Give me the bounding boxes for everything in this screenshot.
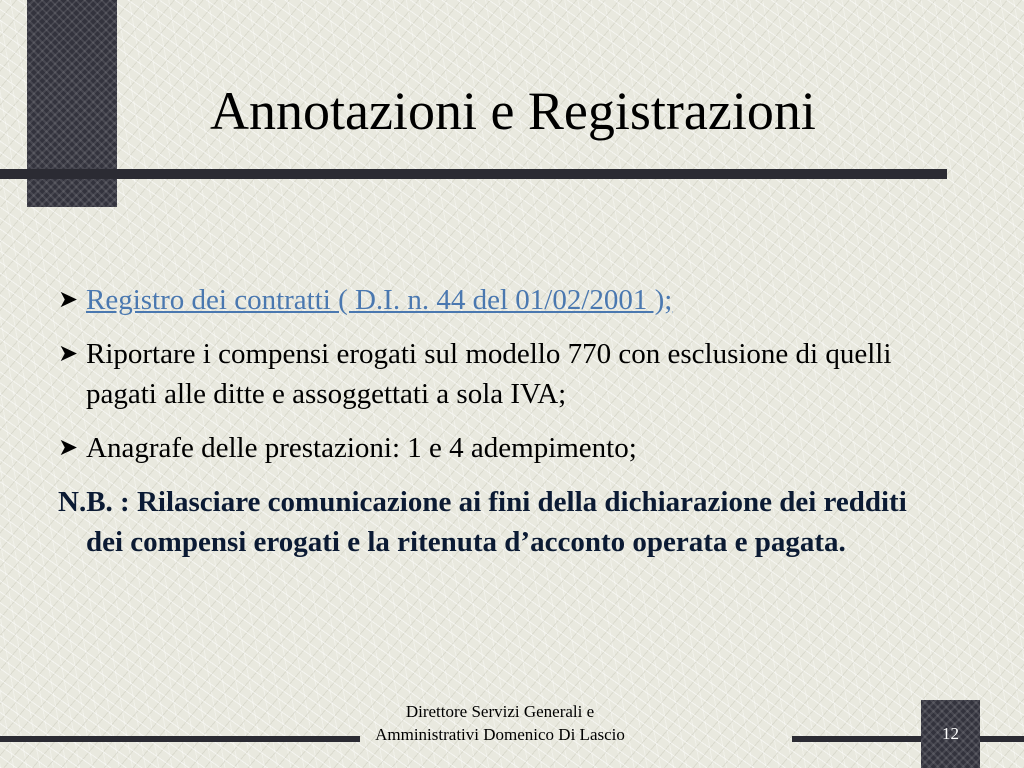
registro-contratti-link[interactable]: Registro dei contratti ( D.I. n. 44 del 01/02/2001 ); (86, 284, 673, 316)
page-number: 12 (942, 724, 959, 743)
footer-divider-right (792, 736, 1024, 742)
bullet-item-compensi (58, 334, 938, 414)
arrow-bullet-icon: ➤ (58, 341, 79, 367)
footer-author (340, 700, 660, 746)
bullet-item-registro (58, 280, 938, 320)
footer-line-1: Direttore Servizi Generali e (405, 702, 595, 721)
slide-title: Annotazioni e Registrazioni (210, 81, 816, 141)
bullet-item-anagrafe (58, 428, 938, 468)
nb-note: N.B. : Rilasciare comunicazione ai fini della dichiarazione dei redditi dei compensi erogati e la ritenuta d’acconto operata e pagata. (58, 486, 907, 558)
arrow-bullet-icon: ➤ (58, 287, 79, 313)
footer-line-2: Amministrativi Domenico Di Lascio (375, 725, 625, 744)
title-divider (0, 169, 947, 179)
bullet-text: Riportare i compensi erogati sul modello 770 con esclusione di quelli pagati alle ditte e assoggettati a sola IVA; (86, 338, 892, 410)
page-number-box (921, 700, 980, 768)
bullet-text: Anagrafe delle prestazioni: 1 e 4 adempimento; (86, 432, 637, 464)
slide-content (58, 280, 938, 562)
arrow-bullet-icon: ➤ (58, 435, 79, 461)
footer-divider-left (0, 736, 360, 742)
